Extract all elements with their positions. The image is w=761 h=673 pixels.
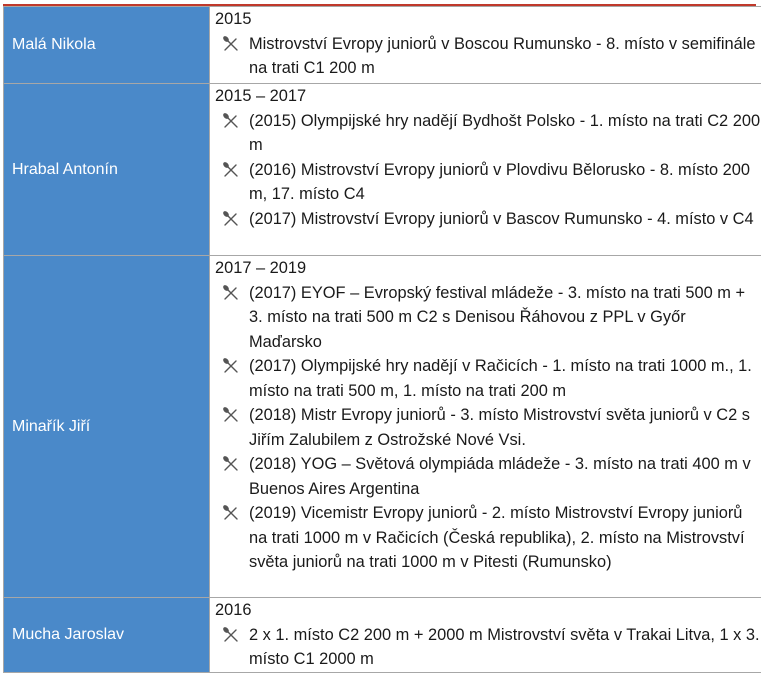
achievements-cell <box>210 598 761 673</box>
list-item <box>215 501 761 575</box>
achievements-cell <box>210 256 761 598</box>
crossed-paddles-icon <box>222 161 240 179</box>
achievements-cell <box>210 7 761 84</box>
table-row <box>4 256 761 598</box>
list-item <box>215 207 761 232</box>
athlete-name: Hrabal Antonín <box>4 84 210 256</box>
achievement-list <box>215 109 761 232</box>
achievement-text: (2017) Mistrovství Evropy juniorů v Bascov Rumunsko - 4. místo v C4 <box>249 210 754 228</box>
achievement-text: 2 x 1. místo C2 200 m + 2000 m Mistrovství světa v Trakai Litva, 1 x 3. místo C1 2000 m <box>249 626 760 669</box>
crossed-paddles-icon <box>222 406 240 424</box>
achievement-text: (2018) Mistr Evropy juniorů - 3. místo Mistrovství světa juniorů v C2 s Jiřím Zalubilem z Ostrožské Nové Vsi. <box>249 406 750 449</box>
table-row <box>4 598 761 673</box>
list-item <box>215 354 761 403</box>
athlete-name: Minařík Jiří <box>4 256 210 598</box>
achievement-text: (2017) EYOF – Evropský festival mládeže - 3. místo na trati 500 m + 3. místo na trati 500 m C2 s Denisou Řáhovou z PPL v Győr Maďarsko <box>249 284 745 351</box>
achievement-list <box>215 281 761 575</box>
achievement-list <box>215 623 761 672</box>
crossed-paddles-icon <box>222 455 240 473</box>
years-label: 2015 <box>215 7 761 32</box>
achievement-text: (2019) Vicemistr Evropy juniorů - 2. místo Mistrovství Evropy juniorů na trati 1000 m v Račicích (Česká republika), 2. místo na Mistrovství světa juniorů na trati 1000 m v Pitesti (Rumunsko) <box>249 504 745 571</box>
list-item <box>215 623 761 672</box>
table-row <box>4 84 761 256</box>
list-item <box>215 109 761 158</box>
list-item <box>215 452 761 501</box>
crossed-paddles-icon <box>222 210 240 228</box>
achievement-text: Mistrovství Evropy juniorů v Boscou Rumunsko - 8. místo v semifinále na trati C1 200 m <box>249 35 755 78</box>
achievements-cell <box>210 84 761 256</box>
crossed-paddles-icon <box>222 112 240 130</box>
achievement-text: (2018) YOG – Světová olympiáda mládeže - 3. místo na trati 400 m v Buenos Aires Argentina <box>249 455 751 498</box>
crossed-paddles-icon <box>222 35 240 53</box>
crossed-paddles-icon <box>222 626 240 644</box>
years-label: 2017 – 2019 <box>215 256 761 281</box>
achievement-text: (2016) Mistrovství Evropy juniorů v Plovdivu Bělorusko - 8. místo 200 m, 17. místo C4 <box>249 161 750 204</box>
list-item <box>215 158 761 207</box>
athlete-name: Malá Nikola <box>4 7 210 84</box>
years-label: 2015 – 2017 <box>215 84 761 109</box>
achievement-text: (2017) Olympijské hry nadějí v Račicích - 1. místo na trati 1000 m., 1. místo na trati 500 m, 1. místo na trati 200 m <box>249 357 752 400</box>
list-item <box>215 281 761 355</box>
athlete-name: Mucha Jaroslav <box>4 598 210 673</box>
years-label: 2016 <box>215 598 761 623</box>
list-item <box>215 32 761 81</box>
achievement-text: (2015) Olympijské hry nadějí Bydhošt Polsko - 1. místo na trati C2 200 m <box>249 112 760 155</box>
achievement-list <box>215 32 761 81</box>
results-table <box>3 6 761 673</box>
crossed-paddles-icon <box>222 504 240 522</box>
list-item <box>215 403 761 452</box>
table-row <box>4 7 761 84</box>
crossed-paddles-icon <box>222 357 240 375</box>
crossed-paddles-icon <box>222 284 240 302</box>
